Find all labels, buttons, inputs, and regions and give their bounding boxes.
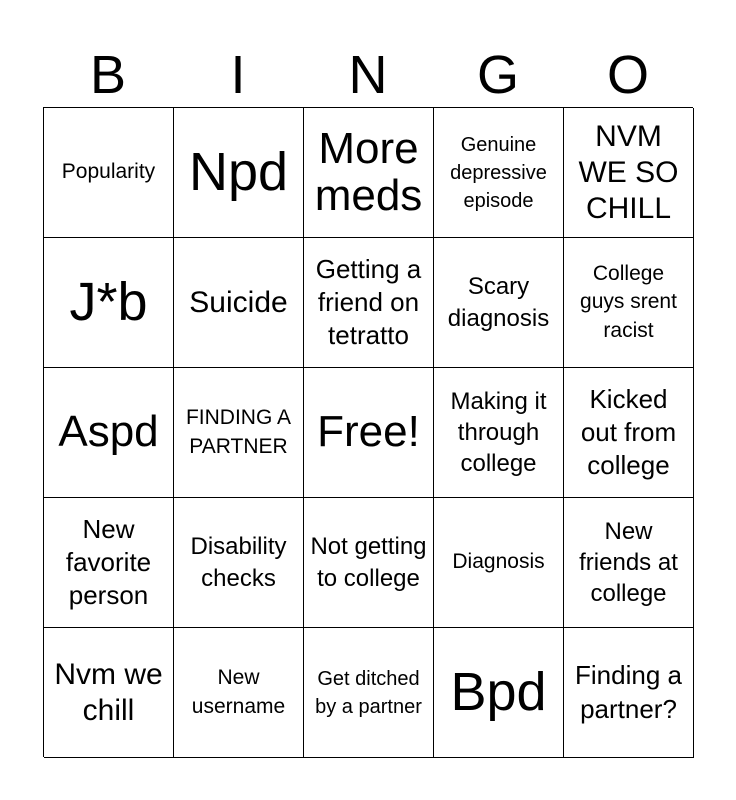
bingo-cell-text: FINDING A PARTNER	[185, 406, 291, 458]
bingo-cell-r1c5[interactable]	[564, 108, 694, 238]
bingo-cell-text: Suicide	[189, 285, 288, 319]
bingo-cell-r3c1[interactable]	[44, 368, 174, 498]
bingo-cell-r2c4[interactable]	[434, 238, 564, 368]
bingo-cell-text: More meds	[314, 124, 423, 220]
bingo-cell-text: College guys srent racist	[580, 261, 677, 342]
bingo-cell-r5c1[interactable]	[44, 628, 174, 758]
bingo-cell-text: Finding a partner?	[575, 660, 682, 724]
bingo-cell-text: Aspd	[58, 407, 159, 457]
bingo-cell-r5c4[interactable]	[434, 628, 564, 758]
bingo-cell-r3c2[interactable]	[174, 368, 304, 498]
bingo-cell-r4c5[interactable]	[564, 498, 694, 628]
bingo-cell-text: Popularity	[61, 160, 156, 184]
bingo-cell-text: New username	[191, 666, 286, 718]
bingo-cell-text: NVM WE SO CHILL	[578, 119, 679, 225]
header-letter-i: I	[230, 45, 246, 105]
bingo-cell-r4c2[interactable]	[174, 498, 304, 628]
bingo-cell-text: J*b	[69, 272, 148, 333]
header-letter-n: N	[348, 45, 388, 105]
bingo-cell-r2c1[interactable]	[44, 238, 174, 368]
bingo-cell-text: Disability checks	[190, 533, 287, 592]
bingo-cell-r1c2[interactable]	[174, 108, 304, 238]
bingo-cell-r1c4[interactable]	[434, 108, 564, 238]
bingo-cell-r4c4[interactable]	[434, 498, 564, 628]
bingo-cell-r4c1[interactable]	[44, 498, 174, 628]
bingo-cell-text: Getting a friend on tetratto	[315, 253, 422, 351]
bingo-cell-text: Kicked out from college	[580, 383, 677, 481]
bingo-cell-r3c4[interactable]	[434, 368, 564, 498]
free-space: Free!	[317, 407, 420, 457]
header-letter-o: O	[606, 45, 649, 105]
bingo-cell-text: Making it through college	[450, 387, 547, 478]
bingo-cell-r2c3[interactable]	[304, 238, 434, 368]
bingo-cell-r1c3[interactable]	[304, 108, 434, 238]
bingo-cell-r5c5[interactable]	[564, 628, 694, 758]
bingo-cell-text: Npd	[188, 142, 289, 203]
bingo-cell-text: New friends at college	[579, 517, 678, 608]
bingo-header	[43, 42, 693, 108]
bingo-cell-r3c5[interactable]	[564, 368, 694, 498]
bingo-cell-text: Scary diagnosis	[447, 273, 550, 332]
bingo-cell-r5c3[interactable]	[304, 628, 434, 758]
header-letter-g: G	[476, 45, 519, 105]
bingo-cell-text: Nvm we chill	[54, 657, 163, 727]
bingo-cell-text: Diagnosis	[452, 550, 545, 574]
header-letter-b: B	[89, 45, 127, 105]
bingo-cell-text: Get ditched by a partner	[315, 667, 422, 718]
bingo-cell-text: New favorite person	[65, 513, 152, 611]
bingo-board	[43, 107, 693, 757]
bingo-cell-r3c3[interactable]	[304, 368, 434, 498]
bingo-cell-r2c5[interactable]	[564, 238, 694, 368]
bingo-cell-text: Genuine depressive episode	[450, 133, 547, 212]
bingo-cell-r4c3[interactable]	[304, 498, 434, 628]
bingo-cell-text: Bpd	[450, 662, 547, 723]
bingo-cell-r2c2[interactable]	[174, 238, 304, 368]
bingo-cell-r1c1[interactable]	[44, 108, 174, 238]
bingo-cell-r5c2[interactable]	[174, 628, 304, 758]
bingo-cell-text: Not getting to college	[310, 533, 427, 592]
